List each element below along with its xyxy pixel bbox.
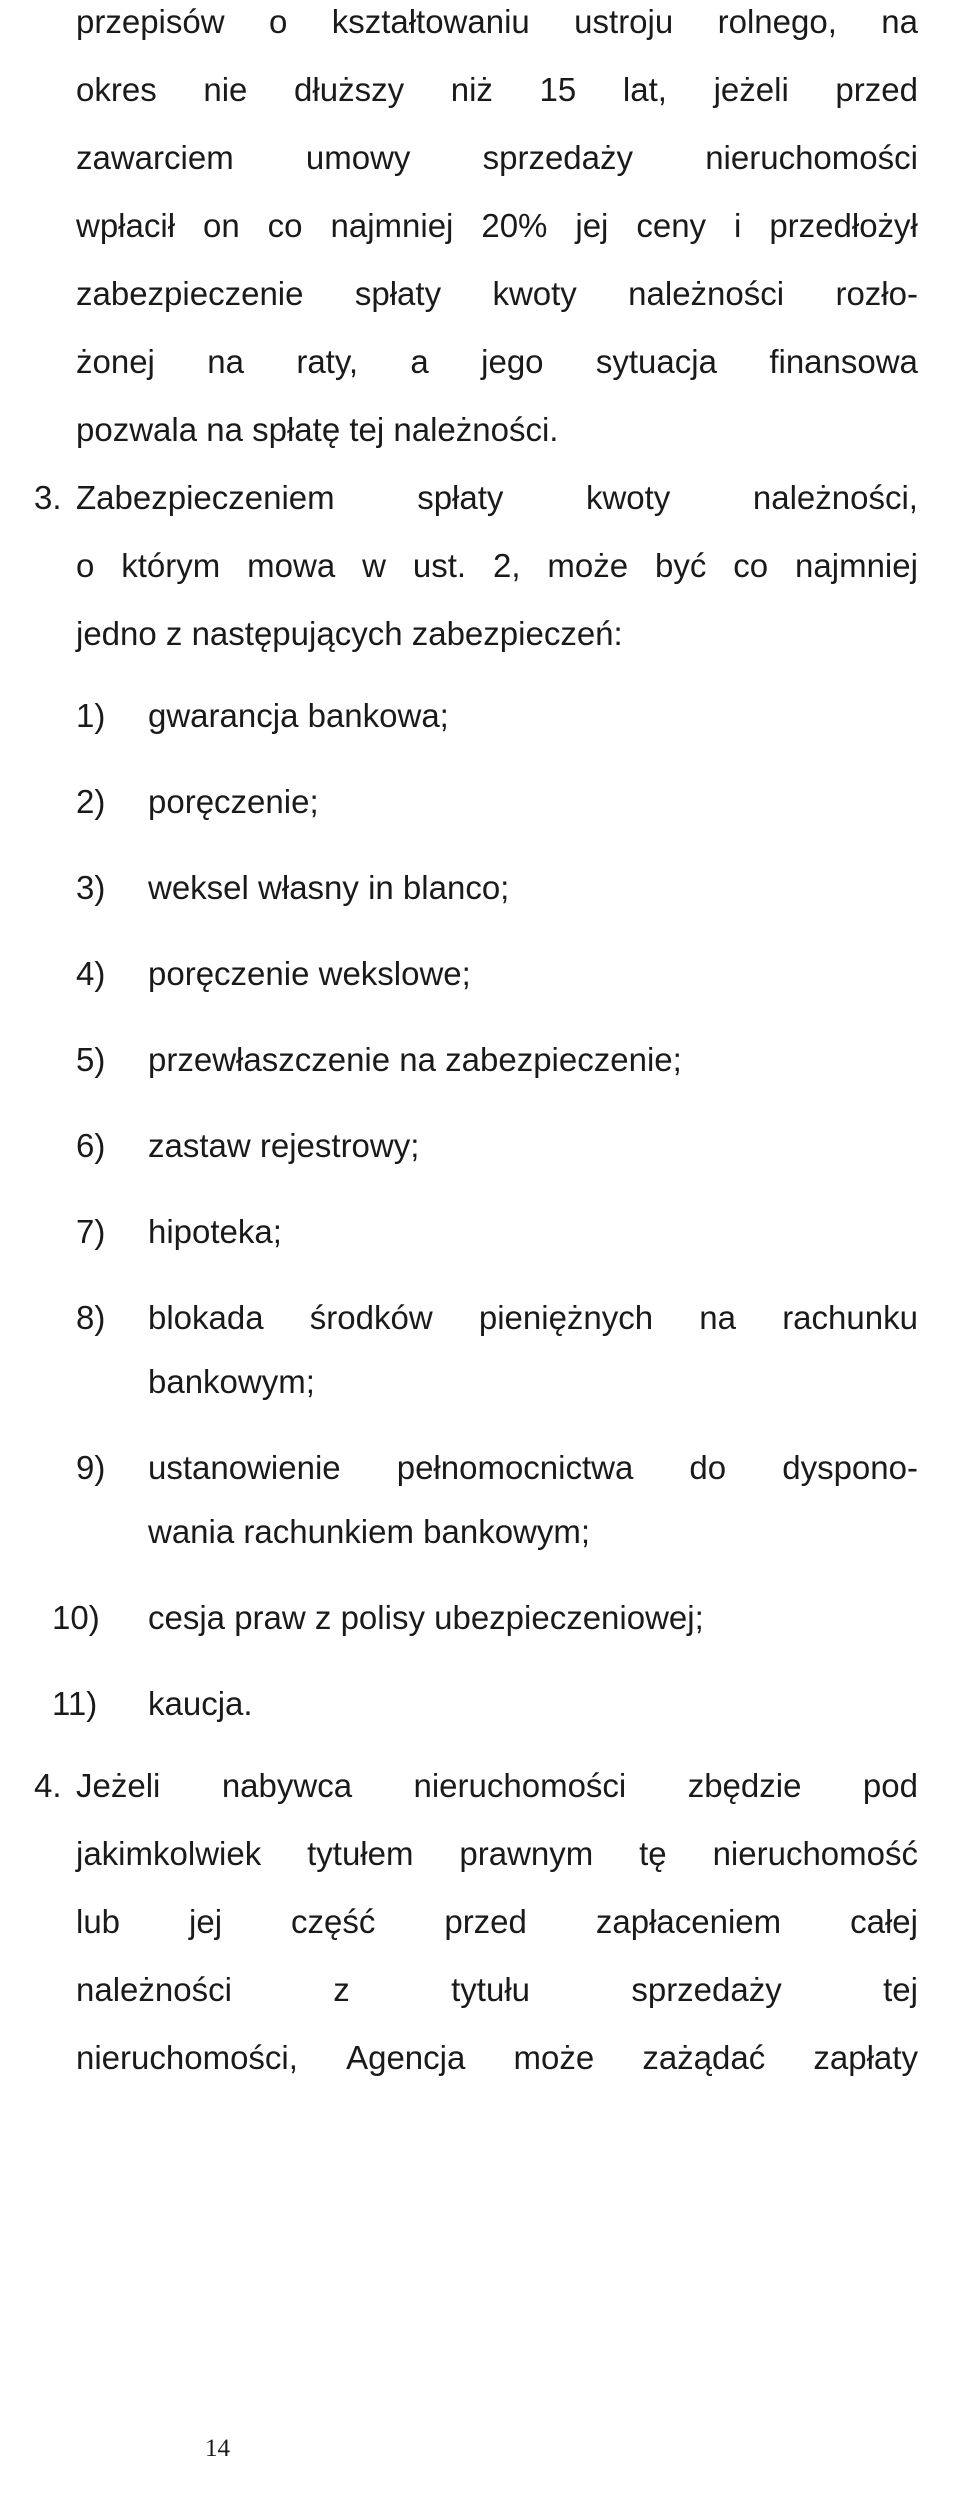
justified-line — [76, 272, 918, 316]
list-marker: 5) — [76, 1041, 106, 1078]
list-marker: 1) — [76, 697, 106, 734]
word: do — [689, 1449, 727, 1486]
word: rachunku — [782, 1299, 918, 1336]
word: przepisów — [76, 3, 225, 40]
word: nie — [203, 71, 248, 108]
word: ustanowienie — [148, 1449, 341, 1486]
word: umowy — [305, 139, 411, 176]
list-item-text: cesja praw z polisy ubezpieczeniowej; — [148, 1599, 704, 1636]
word: ustroju — [574, 3, 674, 40]
word: nieruchomości — [413, 1767, 627, 1804]
justified-line — [76, 476, 918, 520]
word: żonej — [76, 343, 155, 380]
word: z — [333, 1971, 350, 2008]
paragraph-last-line: pozwala na spłatę tej należności. — [76, 411, 559, 448]
word: może — [513, 2039, 595, 2076]
word: o — [268, 3, 288, 40]
word: lub — [76, 1903, 121, 1940]
word: środków — [309, 1299, 433, 1336]
word: pieniężnych — [478, 1299, 654, 1336]
list-marker: 4) — [76, 955, 106, 992]
word: zażądać — [642, 2039, 766, 2076]
word: pod — [862, 1767, 918, 1804]
list-item-text: bankowym; — [148, 1363, 315, 1400]
word: on — [203, 207, 240, 244]
word: blokada — [148, 1299, 264, 1336]
word: wpłacił — [76, 207, 176, 244]
justified-line — [76, 1764, 918, 1808]
word: sprzedaży — [482, 139, 634, 176]
word: część — [291, 1903, 376, 1940]
word: kształtowaniu — [331, 3, 530, 40]
word: na — [881, 3, 918, 40]
list-marker: 6) — [76, 1127, 106, 1164]
list-marker: 2) — [76, 783, 106, 820]
list-item-text: zastaw rejestrowy; — [148, 1127, 420, 1164]
list-item-text: weksel własny in blanco; — [148, 869, 510, 906]
word: należności — [76, 1971, 232, 2008]
justified-line — [76, 1832, 918, 1876]
list-item-text: poręczenie; — [148, 783, 319, 820]
word: zbędzie — [687, 1767, 802, 1804]
word: może — [547, 547, 629, 584]
word: 20% — [481, 207, 548, 244]
word: a — [410, 343, 429, 380]
word: pełnomocnictwa — [396, 1449, 634, 1486]
word: jego — [481, 343, 544, 380]
paragraph-number: 4. — [34, 1767, 62, 1804]
word: nieruchomości, — [76, 2039, 298, 2076]
word: należności — [628, 275, 785, 312]
word: należności, — [752, 479, 918, 516]
word: okres — [76, 71, 157, 108]
word: jakimkolwiek — [76, 1835, 262, 1872]
justified-line — [76, 2036, 918, 2080]
word: rozło- — [835, 275, 918, 312]
list-marker: 7) — [76, 1213, 106, 1250]
list-marker: 8) — [76, 1299, 106, 1336]
list-item-text: wania rachunkiem bankowym; — [148, 1513, 591, 1550]
word: finansowa — [769, 343, 918, 380]
word: sytuacja — [595, 343, 717, 380]
word: spłaty — [354, 275, 442, 312]
list-item-text: przewłaszczenie na zabezpieczenie; — [148, 1041, 682, 1078]
word: kwoty — [585, 479, 671, 516]
word: najmniej — [330, 207, 454, 244]
list-marker: 10) — [52, 1599, 100, 1636]
justified-line — [76, 1900, 918, 1944]
word: nieruchomości — [705, 139, 918, 176]
list-marker: 9) — [76, 1449, 106, 1486]
word: na — [207, 343, 244, 380]
word: zapłaceniem — [595, 1903, 782, 1940]
list-item-text: gwarancja bankowa; — [148, 697, 449, 734]
word: zabezpieczenie — [76, 275, 304, 312]
justified-line — [76, 68, 918, 112]
word: ceny — [636, 207, 707, 244]
justified-line — [76, 544, 918, 588]
justified-line — [76, 1968, 918, 2012]
justified-line — [76, 136, 918, 180]
word: jeżeli — [713, 71, 789, 108]
justified-line — [76, 204, 918, 248]
word: tę — [639, 1835, 667, 1872]
word: nabywca — [221, 1767, 353, 1804]
justified-line — [76, 340, 918, 384]
justified-line — [148, 1446, 918, 1490]
list-marker: 3) — [76, 869, 106, 906]
justified-line — [76, 0, 918, 44]
word: jej — [189, 1903, 223, 1940]
word: zawarciem — [76, 139, 234, 176]
word: być — [655, 547, 707, 584]
word: przed — [835, 71, 918, 108]
word: lat, — [622, 71, 667, 108]
word: jej — [575, 207, 609, 244]
word: 15 — [539, 71, 577, 108]
word: najmniej — [795, 547, 918, 584]
list-item-text: poręczenie wekslowe; — [148, 955, 471, 992]
paragraph-last-line: jedno z następujących zabezpieczeń: — [76, 615, 623, 652]
word: przedłożył — [769, 207, 918, 244]
word: którym — [121, 547, 221, 584]
word: Zabezpieczeniem — [76, 479, 335, 516]
word: tej — [883, 1971, 918, 2008]
word: przed — [444, 1903, 527, 1940]
word: Agencja — [346, 2039, 466, 2076]
list-marker: 11) — [52, 1685, 98, 1722]
list-item-text: hipoteka; — [148, 1213, 282, 1250]
word: mowa — [247, 547, 336, 584]
paragraph-number: 3. — [34, 479, 62, 516]
word: niż — [450, 71, 493, 108]
word: tytułem — [307, 1835, 414, 1872]
word: i — [734, 207, 742, 244]
word: na — [699, 1299, 737, 1336]
word: kwoty — [492, 275, 577, 312]
word: co — [267, 207, 303, 244]
word: co — [733, 547, 769, 584]
word: zapłaty — [813, 2039, 918, 2076]
word: ust. — [412, 547, 467, 584]
word: w — [362, 547, 386, 584]
word: całej — [850, 1903, 918, 1940]
list-item-text: kaucja. — [148, 1685, 253, 1722]
word: raty, — [296, 343, 359, 380]
word: rolnego, — [717, 3, 837, 40]
justified-line — [148, 1296, 918, 1340]
page-number: 14 — [205, 2435, 230, 2462]
word: dłuższy — [294, 71, 405, 108]
word: dyspono- — [782, 1449, 918, 1486]
word: Jeżeli — [76, 1767, 161, 1804]
word: 2, — [492, 547, 521, 584]
word: prawnym — [459, 1835, 594, 1872]
word: o — [76, 547, 95, 584]
word: sprzedaży — [631, 1971, 782, 2008]
word: nieruchomość — [712, 1835, 918, 1872]
word: tytułu — [451, 1971, 530, 2008]
word: spłaty — [417, 479, 504, 516]
